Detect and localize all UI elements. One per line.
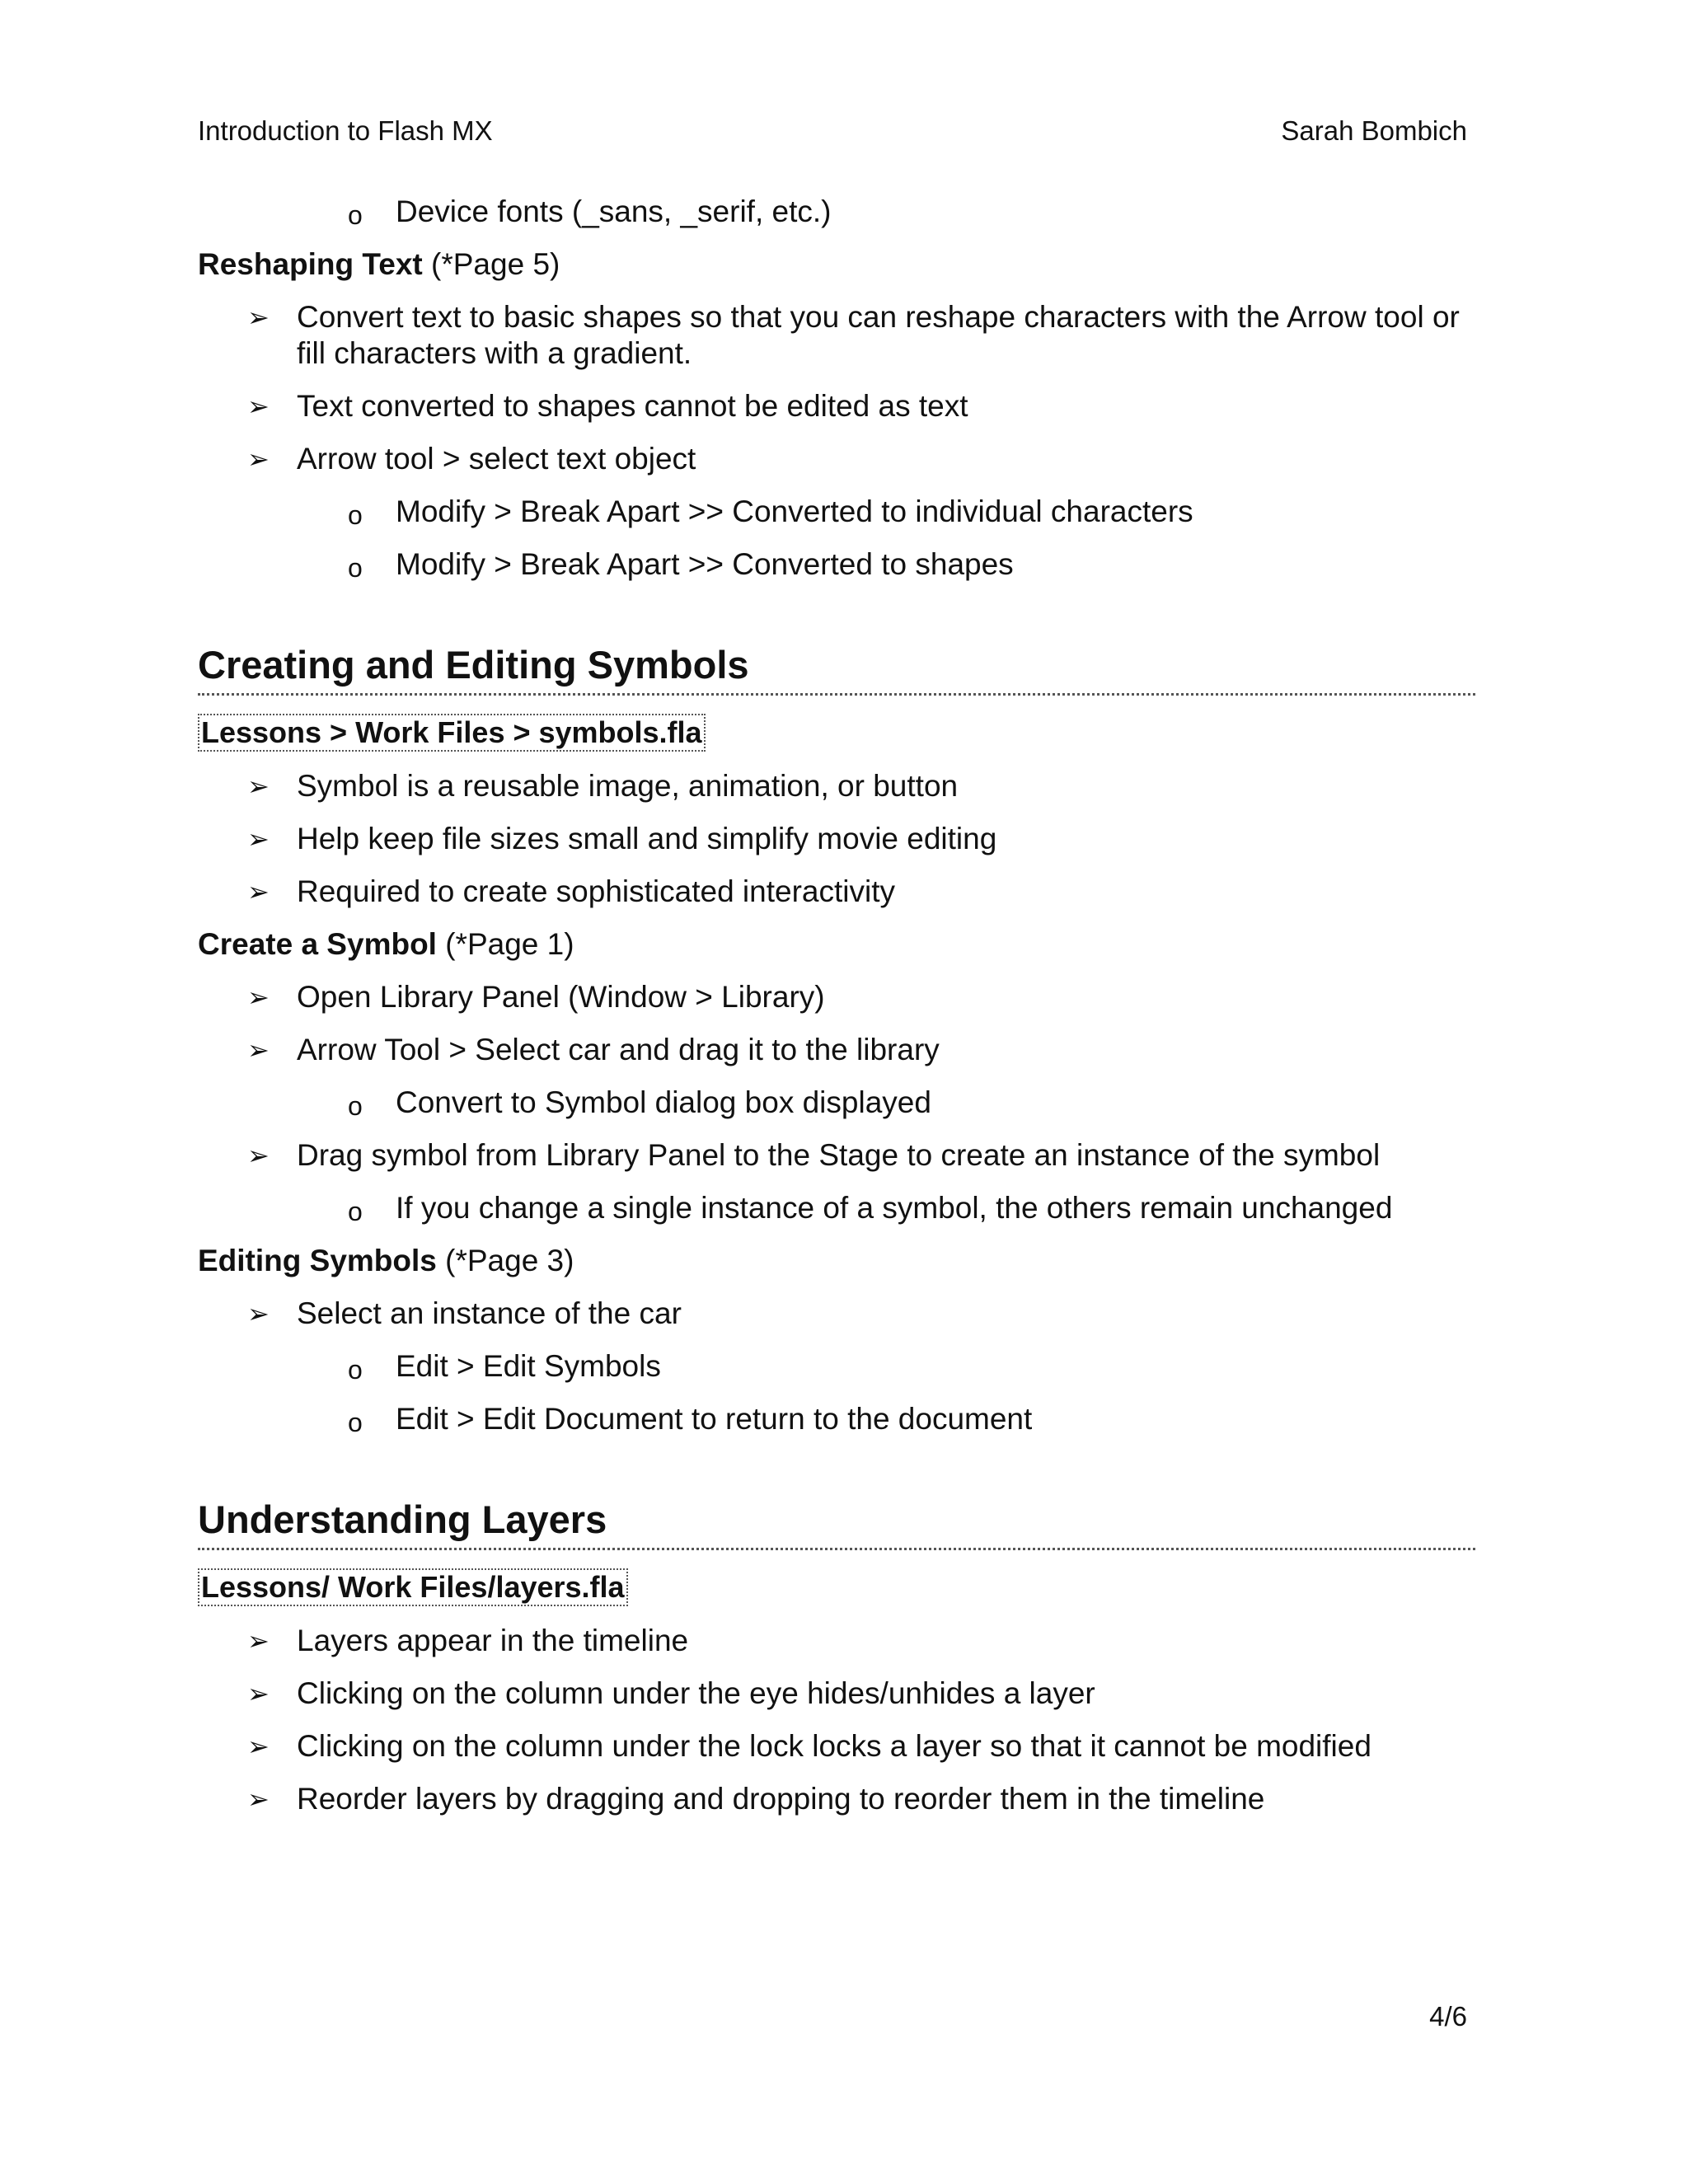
circle-bullet-icon: o <box>348 1355 363 1385</box>
arrow-bullet-icon: ➢ <box>247 1784 270 1814</box>
subheading-editing-symbols: Editing Symbols (*Page 3) <box>198 1244 574 1277</box>
arrow-bullet-icon: ➢ <box>247 982 270 1012</box>
list-item: ➢ Select an instance of the car <box>247 1296 682 1330</box>
list-item: ➢ Text converted to shapes cannot be edited as text <box>247 389 968 423</box>
page-number: 4/6 <box>1429 2001 1467 2032</box>
arrow-bullet-icon: ➢ <box>247 1035 270 1065</box>
list-item: o Edit > Edit Symbols <box>198 1348 1475 1385</box>
subheading-reshaping-text: Reshaping Text (*Page 5) <box>198 247 560 281</box>
subheading-create-symbol: Create a Symbol (*Page 1) <box>198 927 574 961</box>
arrow-bullet-icon: ➢ <box>247 877 270 907</box>
arrow-bullet-icon: ➢ <box>247 391 270 421</box>
document-body <box>198 194 1475 1834</box>
list-item: o Modify > Break Apart >> Converted to individual characters <box>198 494 1475 530</box>
section-heading-symbols: Creating and Editing Symbols <box>198 642 1475 696</box>
circle-bullet-icon: o <box>348 1091 363 1121</box>
list-item: ➢ Required to create sophisticated interactivity <box>247 874 895 908</box>
list-item: o Device fonts (_sans, _serif, etc.) <box>198 194 1475 230</box>
list-item: o Modify > Break Apart >> Converted to shapes <box>198 546 1475 583</box>
list-item: ➢ Arrow Tool > Select car and drag it to the library <box>247 1033 940 1066</box>
arrow-bullet-icon: ➢ <box>247 1141 270 1170</box>
list-item: o If you change a single instance of a symbol, the others remain unchanged <box>198 1190 1475 1226</box>
arrow-bullet-icon: ➢ <box>247 1626 270 1656</box>
list-item: ➢ Clicking on the column under the lock locks a layer so that it cannot be modified <box>247 1729 1372 1763</box>
arrow-bullet-icon: ➢ <box>247 302 270 332</box>
list-item: ➢ Arrow tool > select text object <box>247 442 696 476</box>
circle-bullet-icon: o <box>348 1408 363 1437</box>
list-item: ➢ Convert text to basic shapes so that you can reshape characters with the Arrow tool or fill characters with a gradient. <box>247 300 1460 370</box>
list-item: ➢ Symbol is a reusable image, animation, or button <box>247 769 959 803</box>
list-item: ➢ Clicking on the column under the eye hides/unhides a layer <box>247 1676 1095 1710</box>
header-course-title: Introduction to Flash MX <box>198 115 493 146</box>
arrow-bullet-icon: ➢ <box>247 1679 270 1708</box>
arrow-bullet-icon: ➢ <box>247 444 270 474</box>
list-item: ➢ Open Library Panel (Window > Library) <box>247 980 825 1014</box>
arrow-bullet-icon: ➢ <box>247 771 270 801</box>
list-item: ➢ Help keep file sizes small and simplify movie editing <box>247 822 997 855</box>
circle-bullet-icon: o <box>348 500 363 530</box>
file-path-label: Lessons > Work Files > symbols.fla <box>198 714 706 752</box>
arrow-bullet-icon: ➢ <box>247 1732 270 1761</box>
circle-bullet-icon: o <box>348 200 363 230</box>
list-item: ➢ Layers appear in the timeline <box>247 1624 689 1657</box>
header-author: Sarah Bombich <box>1281 115 1467 146</box>
file-path-label: Lessons/ Work Files/layers.fla <box>198 1568 628 1606</box>
arrow-bullet-icon: ➢ <box>247 1299 270 1329</box>
list-item: ➢ Reorder layers by dragging and dropping to reorder them in the timeline <box>247 1782 1265 1816</box>
circle-bullet-icon: o <box>348 1197 363 1226</box>
section-heading-layers: Understanding Layers <box>198 1497 1475 1550</box>
arrow-bullet-icon: ➢ <box>247 824 270 854</box>
list-item: o Edit > Edit Document to return to the document <box>198 1401 1475 1437</box>
circle-bullet-icon: o <box>348 553 363 583</box>
page-header <box>198 115 1467 152</box>
list-item: o Convert to Symbol dialog box displayed <box>198 1085 1475 1121</box>
list-item: ➢ Drag symbol from Library Panel to the Stage to create an instance of the symbol <box>247 1138 1381 1172</box>
